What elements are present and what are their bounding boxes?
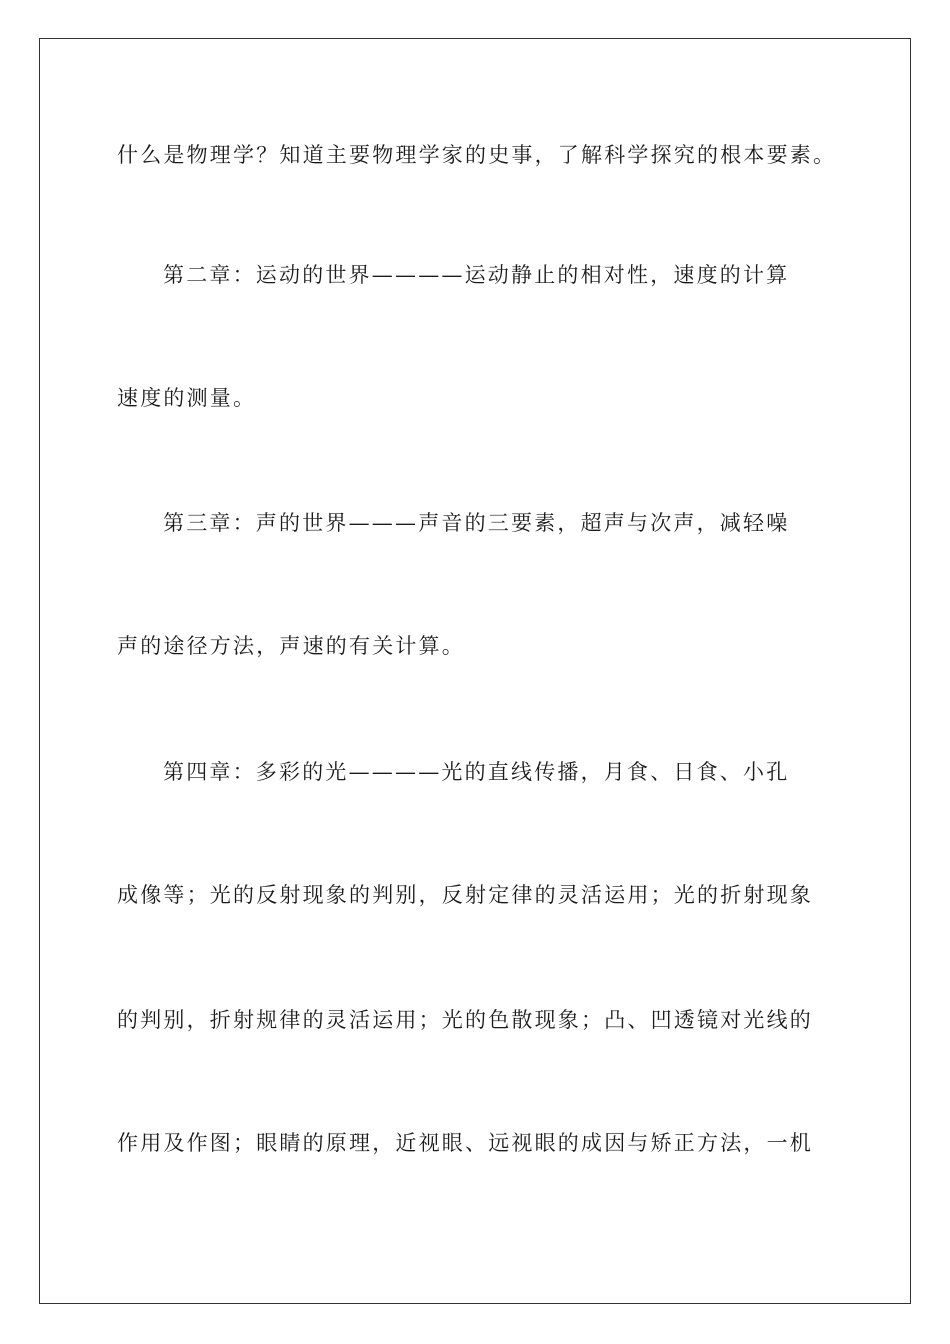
page-border — [39, 38, 911, 1304]
text-line-3: 速度的测量。 — [117, 386, 257, 410]
chapter-4-heading-line: 第四章：多彩的光————光的直线传播，月食、日食、小孔 — [163, 760, 790, 784]
text-line-8: 的判别，折射规律的灵活运用；光的色散现象；凸、凹透镜对光线的 — [117, 1008, 813, 1032]
chapter-3-heading-line: 第三章：声的世界———声音的三要素，超声与次声，减轻噪 — [163, 511, 790, 535]
text-line-9: 作用及作图；眼睛的原理，近视眼、远视眼的成因与矫正方法，一机 — [117, 1131, 813, 1155]
text-line-1: 什么是物理学？知道主要物理学家的史事，了解科学探究的根本要素。 — [117, 143, 837, 167]
chapter-2-heading-line: 第二章：运动的世界————运动静止的相对性，速度的计算 — [163, 263, 790, 287]
text-line-7: 成像等；光的反射现象的判别，反射定律的灵活运用；光的折射现象 — [117, 883, 813, 907]
text-line-5: 声的途径方法，声速的有关计算。 — [117, 634, 465, 658]
